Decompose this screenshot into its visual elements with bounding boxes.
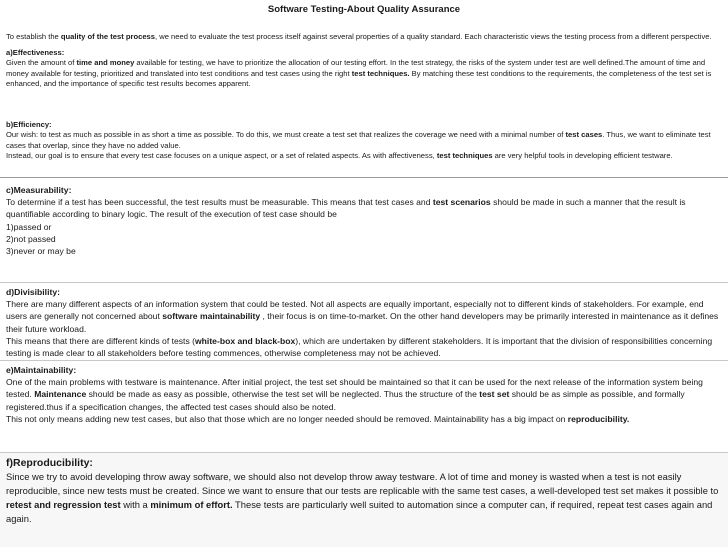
efficiency-text-2: . Thus, we want to eliminate test cases that overlap, since they have no added value. (6, 130, 711, 150)
divisibility-section (6, 286, 722, 359)
list-item: 3)never or may be (6, 246, 76, 257)
list-item: 1)passed or (6, 221, 52, 232)
effectiveness-section (6, 48, 720, 90)
divisibility-emphasis-2: white-box and black-box (195, 335, 296, 346)
reproducibility-panel (0, 452, 728, 547)
reproducibility-text: Since we try to avoid developing throw away software, we should also not develop throw away testware. A lot of time and money is wasted when a test is not easily reproducible, since new tests must be created. Since we want to ensure that our tests are replicable with the same test cases, a well-developed test set makes it possible to (6, 471, 719, 496)
measurability-text: To determine if a test has been successful, the test results must be measurable. This means that test cases and (6, 197, 433, 208)
intro-text-2: , we need to evaluate the test process itself against several properties of a quality standard. Each characteristic views the testing process from a different perspective. (155, 32, 712, 41)
reproducibility-text-2: with a (120, 499, 151, 510)
maintainability-text-4: This not only means adding new test cases, but also that those which are no longer needed should be removed. Maintainability has a big impact on (6, 413, 568, 424)
divisibility-emphasis-1: software maintainability (162, 311, 261, 322)
clipped-text-fragment (227, 171, 249, 174)
maintainability-emphasis-2: test set (479, 389, 510, 400)
maintainability-text-2: should be made as easy as possible, otherwise the test set will be neglected. Thus the structure of the (86, 389, 480, 400)
reproducibility-section (6, 456, 722, 526)
maintainability-text: One of the main problems with testware is maintenance. After initial project, the test set should be maintained so that it can be used for the next release of the information system being tested. (6, 377, 703, 400)
measurability-section (6, 184, 722, 257)
measurability-heading: c)Measurability: (6, 185, 72, 195)
maintainability-text-3: should be as simple as possible, and formally registered.thus if a specification changes, the affected test cases should also be noted. (6, 389, 685, 412)
maintainability-panel (0, 360, 728, 453)
measurability-panel (0, 180, 728, 280)
intro-emphasis: quality of the test process (60, 32, 155, 41)
divisibility-text-4: ), which are undertaken by different stakeholders. It is important that the division of responsibilities concerning testing is made clear to all stakeholders before testing commences, otherwise completeness may not be achieved. (6, 335, 713, 359)
effectiveness-emphasis-1: time and money (76, 58, 135, 68)
measurability-emphasis: test scenarios (432, 197, 491, 208)
efficiency-text: Our wish: to test as much as possible in as short a time as possible. To do this, we must create a test set that realizes the coverage we need with a minimal number of (6, 130, 566, 140)
divisibility-panel (0, 282, 728, 359)
maintainability-emphasis-1: Maintenance (34, 389, 87, 400)
efficiency-emphasis-1: test cases (565, 130, 603, 140)
list-item: 2)not passed (6, 233, 56, 244)
measurability-text-2: should be made in such a manner that the result is quantifiable according to binary logic. The result of the execution of test case should be (6, 197, 686, 220)
reproducibility-emphasis-2: minimum of effort. (150, 499, 233, 510)
maintainability-emphasis-3: reproducibility. (567, 413, 630, 424)
efficiency-text-3: Instead, our goal is to ensure that every test case focuses on a unique aspect, or a set of related aspects. As with affectiveness, (6, 151, 437, 161)
divisibility-text-3: This means that there are different kinds of tests ( (6, 335, 195, 346)
efficiency-emphasis-2: test techniques (436, 151, 493, 161)
effectiveness-text-3: By matching these test conditions to the requirements, the completeness of the test set is enhanced, and the importance of specific test results becomes apparent. (6, 68, 712, 89)
reproducibility-text-3: These tests are particularly well suited to automation since a computer can, if required, repeat test cases again and again. (6, 499, 713, 524)
divisibility-text-2: , their focus is on time-to-market. On the other hand developers may be primarily interested in maintenance as it defines their future workload. (6, 311, 719, 334)
maintainability-heading: e)Maintainability: (6, 365, 77, 375)
reproducibility-heading: f)Reproducibility: (6, 457, 93, 469)
intro-text: To establish the (6, 32, 61, 41)
effectiveness-text-2: available for testing, we have to prioritize the allocation of our testing effort. In the test strategy, the risks of the system under test are well defined.The amount of time and money available for testing, prioritized and translated into test conditions and test cases using the right (6, 58, 706, 78)
effectiveness-text: Given the amount of (6, 58, 77, 68)
section-divider (0, 177, 728, 178)
document-title: Software Testing-About Quality Assurance (267, 4, 461, 15)
intro-paragraph (6, 32, 720, 42)
effectiveness-heading: a)Effectiveness: (6, 48, 65, 57)
effectiveness-emphasis-2: test techniques. (351, 68, 410, 78)
maintainability-section (6, 364, 722, 425)
efficiency-section (6, 120, 720, 162)
divisibility-text: There are many different aspects of an information system that could be tested. Not all aspects are equally important, especially not to different kinds of stakeholders. For example, end users are generally not concerned about (6, 299, 704, 322)
divisibility-heading: d)Divisibility: (6, 287, 60, 297)
reproducibility-emphasis-1: retest and regression test (6, 499, 121, 510)
efficiency-heading: b)Efficiency: (6, 120, 52, 129)
efficiency-text-4: are very helpful tools in developing efficient testware. (492, 151, 673, 161)
